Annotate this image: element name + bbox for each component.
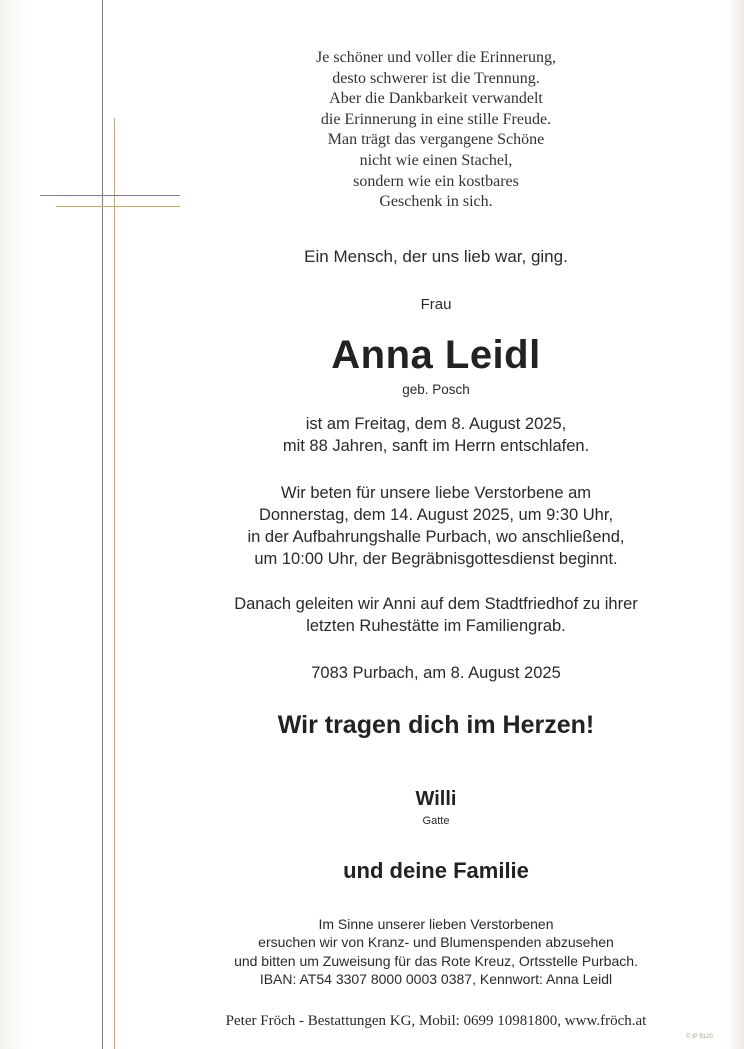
poem-line: Aber die Dankbarkeit verwandelt — [329, 90, 543, 108]
donation-request — [150, 915, 722, 989]
poem-line: Geschenk in sich. — [379, 193, 493, 211]
donation-line: IBAN: AT54 3307 8000 0003 0387, Kennwort: Anna Leidl — [259, 971, 613, 988]
poem-line: Man trägt das vergangene Schöne — [327, 131, 545, 149]
death-announcement — [150, 413, 722, 457]
family-signature: und deine Familie — [343, 858, 529, 883]
paper-edge-right — [726, 0, 744, 1049]
donation-line: Im Sinne unserer lieben Verstorbenen — [318, 916, 554, 932]
poem-line: desto schwerer ist die Trennung. — [332, 69, 540, 87]
cross-vertical-gold-line — [114, 118, 115, 1049]
death-line: mit 88 Jahren, sanft im Herrn entschlafen. — [282, 437, 590, 455]
intro-sentence: Ein Mensch, der uns lieb war, ging. — [304, 247, 568, 266]
service-line: Donnerstag, dem 14. August 2025, um 9:30 Uhr, — [258, 506, 614, 524]
service-line: in der Aufbahrungshalle Purbach, wo anschließend, — [247, 528, 625, 546]
service-line: um 10:00 Uhr, der Begräbnisgottesdienst beginnt. — [254, 550, 618, 568]
undertaker-footer: Peter Fröch - Bestattungen KG, Mobil: 0699 10981800, www.fröch.at — [225, 1013, 647, 1029]
poem-line: die Erinnerung in eine stille Freude. — [320, 110, 552, 128]
mourner-name: Willi — [415, 788, 457, 810]
maiden-name: geb. Posch — [402, 382, 470, 397]
deceased-name: Anna Leidl — [331, 333, 541, 377]
poem-line: nicht wie einen Stachel, — [359, 151, 513, 169]
burial-line: Danach geleiten wir Anni auf dem Stadtfriedhof zu ihrer — [234, 595, 638, 613]
paper-shadow-left — [0, 0, 30, 1049]
salutation: Frau — [420, 296, 452, 313]
memorial-poem — [150, 48, 722, 213]
poem-line: sondern wie ein kostbares — [353, 172, 519, 190]
burial-details — [150, 593, 722, 637]
print-code: © IP 9120 — [686, 1034, 713, 1040]
mourner-role: Gatte — [422, 815, 450, 827]
service-line: Wir beten für unsere liebe Verstorbene am — [281, 484, 591, 502]
cross-vertical-gray-line — [102, 0, 103, 1049]
burial-line: letzten Ruhestätte im Familiengrab. — [306, 617, 566, 635]
motto: Wir tragen dich im Herzen! — [277, 711, 595, 739]
place-and-date: 7083 Purbach, am 8. August 2025 — [311, 664, 561, 682]
donation-line: ersuchen wir von Kranz- und Blumenspenden abzusehen — [258, 934, 614, 951]
donation-line: und bitten um Zuweisung für das Rote Kreuz, Ortsstelle Purbach. — [234, 952, 638, 969]
poem-line: Je schöner und voller die Erinnerung, — [316, 49, 556, 66]
service-details — [150, 482, 722, 570]
death-line: ist am Freitag, dem 8. August 2025, — [305, 415, 567, 433]
